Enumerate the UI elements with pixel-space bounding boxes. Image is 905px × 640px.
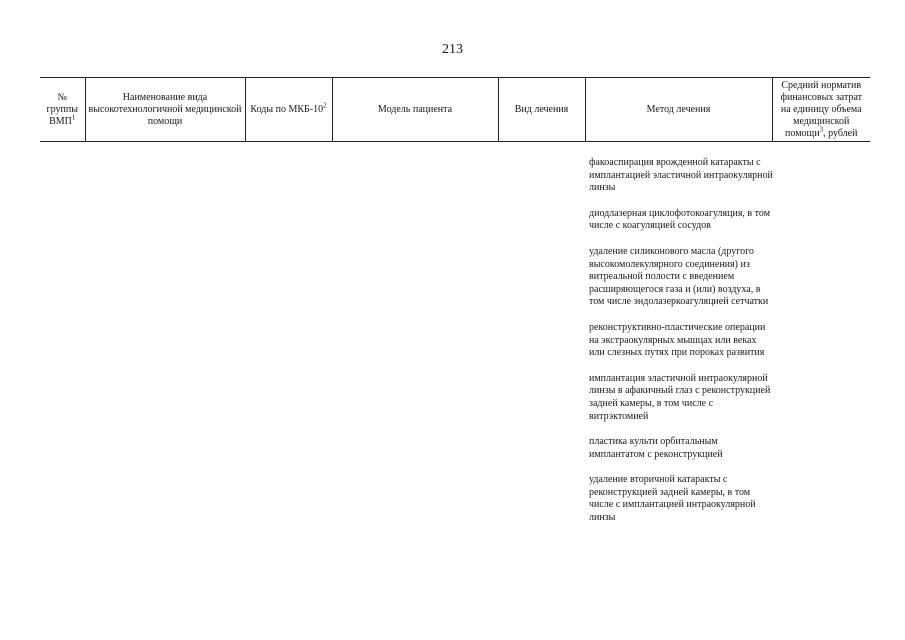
column-header-label: Метод лечения [646,103,711,115]
column-header-suffix: , рублей [823,127,858,139]
page-number: 213 [442,42,463,57]
column-header-label: № группы ВМП [46,91,78,127]
column-header-label: Модель пациента [377,103,453,115]
column-header-name [85,78,245,142]
method-item: пластика культи орбитальным имплантатом с реконструкцией [589,436,723,460]
method-item: имплантация эластичной интраокулярной линзы в афакичный глаз с реконструкцией задней камеры, в том числе с витрэктомией [589,372,771,422]
footnote-marker: 3 [819,125,824,134]
column-header-label: Коды по МКБ-10 [250,103,324,115]
column-header-icd-codes [245,78,332,142]
method-item: факоаспирация врожденной катаракты с имплантацией эластичной интраокулярной линзы [589,157,773,194]
method-item: удаление вторичной катаракты с реконструкцией задней камеры, в том числе с имплантацией интраокулярной линзы [589,474,756,524]
footnote-marker: 2 [323,101,327,110]
column-header-patient-model [332,78,498,142]
method-item: реконструктивно-пластические операции на экстраокулярных мышцах или веках или слезных путях при пороках развития [589,321,766,359]
method-item: диодлазерная циклофотокоагуляция, в том числе с коагуляцией сосудов [589,207,771,232]
treatment-methods-list [589,157,774,538]
column-header-label: Средний норматив финансовых затрат на единицу объема медицинской помощи [780,79,863,139]
column-header-label: Вид лечения [514,103,569,115]
column-header-cost-standard [772,78,870,142]
column-header-group [40,78,85,142]
header-row [40,78,870,142]
column-header-treatment-method [585,78,772,142]
column-header-label: Наименование вида высокотехнологичной медицинской помощи [88,91,242,127]
table-header [40,77,870,142]
method-item: удаление силиконового масла (другого высокомолекулярного соединения) из витреальной полости с введением расширяющегося газа и (или) воздуха, в том числе эндолазеркоагуляцией сетчатки [589,245,769,308]
footnote-marker: 1 [71,113,76,122]
column-header-treatment-type [498,78,585,142]
